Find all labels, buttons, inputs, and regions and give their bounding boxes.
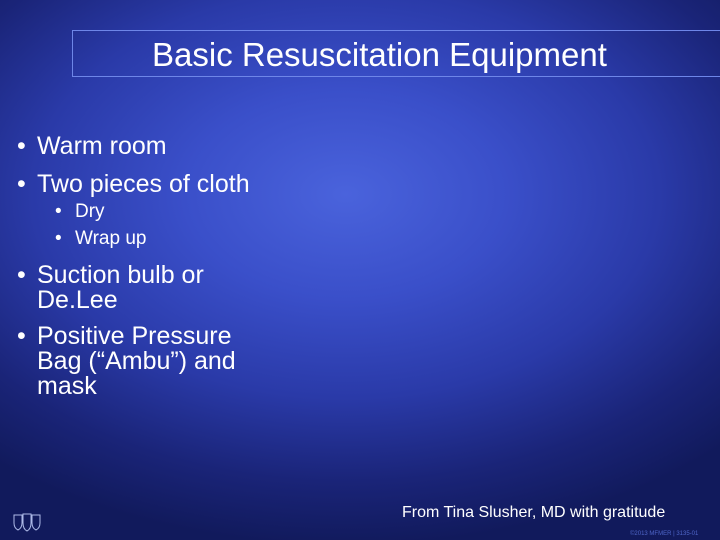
bullet-suction-bulb xyxy=(17,261,204,314)
bullet-dot: • xyxy=(17,322,26,350)
bullet-label-line-2: De.Lee xyxy=(37,286,118,314)
bullet-warm-room xyxy=(17,132,167,160)
three-shields-icon xyxy=(10,490,44,536)
credit-text: From Tina Slusher, MD with gratitude xyxy=(402,504,666,521)
bullet-label-line-1: Suction bulb or xyxy=(37,261,204,289)
bullet-two-pieces-of-cloth xyxy=(17,170,250,198)
sub-bullet-wrap-up xyxy=(55,228,147,249)
sub-bullet-label: Wrap up xyxy=(75,228,147,249)
slide-title: Basic Resuscitation Equipment xyxy=(152,36,607,73)
bullet-label-line-1: Positive Pressure xyxy=(37,322,232,350)
bullet-label-line-3: mask xyxy=(37,372,97,400)
sub-bullet-label: Dry xyxy=(75,201,105,222)
bullet-label-line-2: Bag (“Ambu”) and xyxy=(37,347,236,375)
bullet-dot: • xyxy=(17,170,26,198)
bullet-dot: • xyxy=(17,132,26,160)
sub-bullet-dot: • xyxy=(55,201,62,222)
bullet-dot: • xyxy=(17,261,26,289)
mayo-clinic-logo xyxy=(10,490,44,536)
bullet-positive-pressure-bag xyxy=(17,322,236,400)
bullet-label: Warm room xyxy=(37,132,167,160)
bullet-label: Two pieces of cloth xyxy=(37,170,250,198)
sub-bullet-dry xyxy=(55,201,105,222)
sub-bullet-dot: • xyxy=(55,228,62,249)
copyright-text: ©2013 MFMER | 3135-01 xyxy=(630,531,699,537)
